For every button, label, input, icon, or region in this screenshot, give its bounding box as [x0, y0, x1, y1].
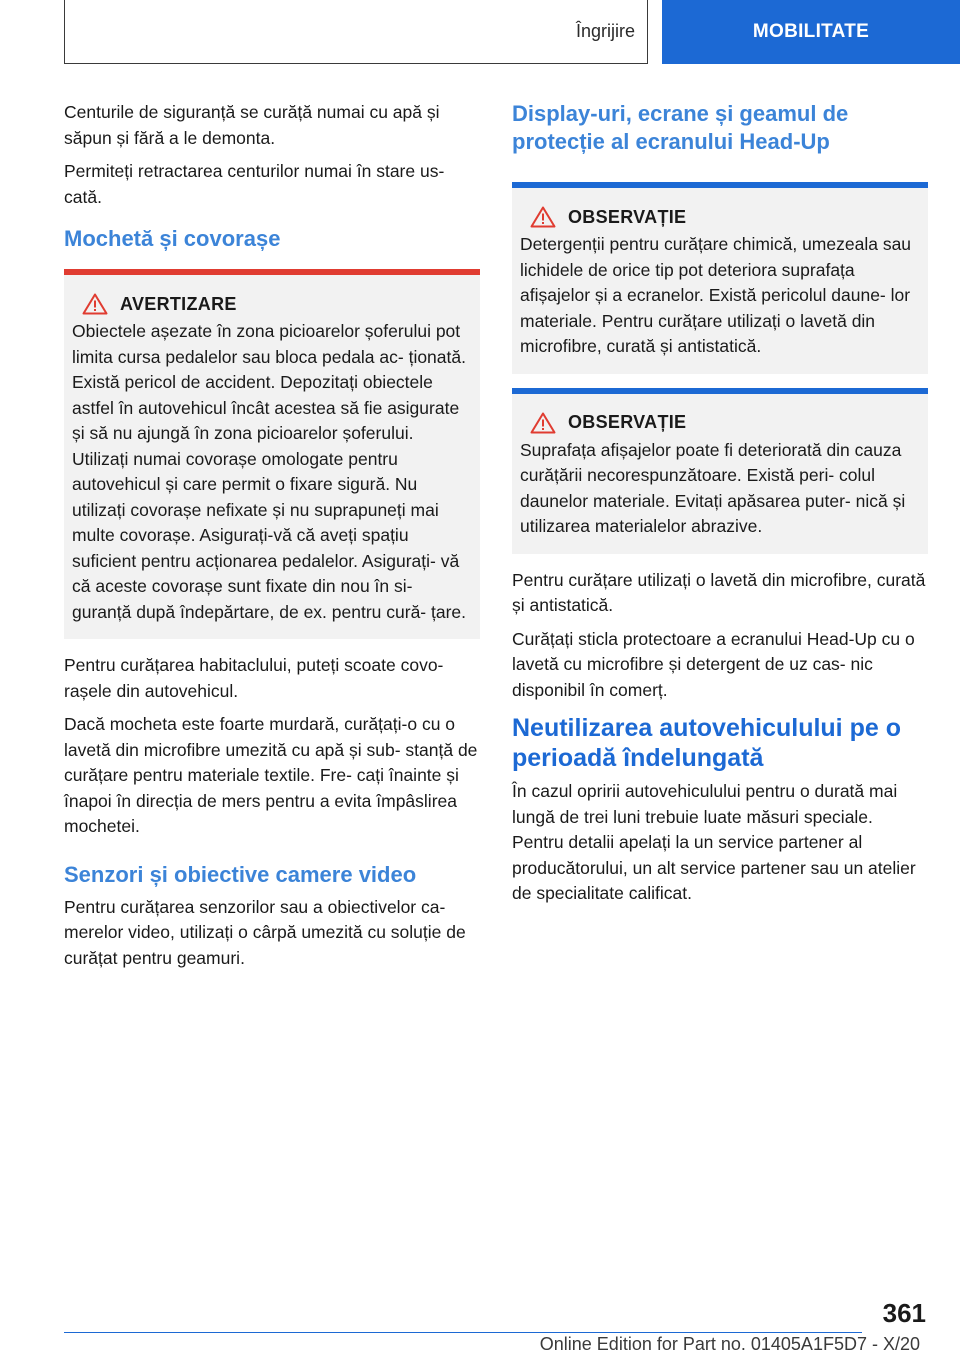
mocheta-paragraph-2: Dacă mocheta este foarte murdară, curățați-o cu o lavetă din microfibre umezită cu apă și sub‐ stanță de curățare pentru materiale textile. Fre‐ cați înainte și înapoi în direcția de mers pentru a evita împâslirea mochetei.	[64, 714, 478, 836]
warning-text: Obiectele așezate în zona picioarelor șoferului pot limita cursa pedalelor sau bloca pedala ac‐ ționată. Există pericol de accident. Depozitați obiectele astfel în autovehicul încât acestea să fie asigurate și să nu ajungă în zona picioarelor șoferului. Utilizați numai covorașe omologate pentru autovehicul și care permit o fixare sigură. Nu utilizați covorașe nefixate și nu suprapuneți mai multe covorașe. Asigurați-vă că aveți spațiu suficient pentru acționarea pedalelor. Asigurați- vă că aceste covorașe sunt fixate din nou în si‐ guranță după îndepărtare, de ex. pentru cură‐ țare.	[72, 321, 467, 622]
notice-box-2	[512, 388, 928, 554]
right-column	[512, 100, 928, 915]
warning-box	[64, 269, 480, 639]
notice-2-header	[520, 412, 920, 434]
caution-triangle-icon	[530, 206, 556, 228]
senzori-heading: Senzori și obiective camere video	[64, 861, 417, 887]
senzori-paragraph: Pentru curățarea senzorilor sau a obiectivelor ca‐ merelor video, utilizați o cârpă umezită cu soluție de curățat pentru geamuri.	[64, 896, 466, 968]
intro-paragraph-2: Permiteți retractarea centurilor numai în stare us‐ cată.	[64, 161, 445, 207]
header-chapter-tab[interactable]	[662, 0, 960, 64]
intro-paragraph-1: Centurile de siguranță se curăță numai cu apă și săpun și fără a le demonta.	[64, 102, 440, 148]
page-number: 361	[882, 1298, 926, 1328]
notice-1-header	[520, 206, 920, 228]
notice-1-text: Detergenții pentru curățare chimică, umezeala sau lichidele de orice tip pot deteriora suprafața afișajelor și a ecranelor. Există pericolul daune‐ lor materiale. Pentru curățare utilizați o lavetă din microfibre, curată și antistatică.	[520, 234, 912, 356]
notice-box-1	[512, 182, 928, 374]
chapter-title: MOBILITATE	[752, 21, 870, 42]
left-column	[64, 100, 480, 979]
display-heading: Display-uri, ecrane și geamul de protecție al ecranului Head-Up	[512, 101, 849, 154]
display-paragraph-2: Curățați sticla protectoare a ecranului Head-Up cu o lavetă cu microfibre și detergent de uz cas‐ nic disponibil în comerț.	[512, 628, 915, 700]
section-title: Îngrijire	[575, 21, 635, 41]
footer-edition: Online Edition for Part no. 01405A1F5D7 - X/20	[539, 1334, 920, 1354]
caution-triangle-icon	[530, 412, 556, 434]
mocheta-heading: Mochetă și covorașe	[64, 226, 281, 251]
warning-title: AVERTIZARE	[120, 293, 237, 314]
header-section-tab	[64, 0, 648, 64]
notice-2-title: OBSERVAȚIE	[568, 412, 687, 432]
display-paragraph-1: Pentru curățare utilizați o lavetă din microfibre, curată și antistatică.	[512, 569, 926, 615]
footer-divider	[64, 1332, 862, 1333]
mocheta-paragraph-1: Pentru curățarea habitaclului, puteți scoate covo‐ rașele din autovehicul.	[64, 655, 444, 701]
neutilizare-heading: Neutilizarea autovehiculului pe o perioadă îndelungată	[512, 714, 901, 772]
notice-1-title: OBSERVAȚIE	[568, 206, 687, 227]
warning-header	[72, 293, 472, 315]
neutilizare-paragraph: În cazul opririi autovehiculului pentru o durată mai lungă de trei luni trebuie luate măsuri speciale. Pentru detalii apelați la un service partener al producătorului, un alt service partener sau un atelier de specialitate calificat.	[512, 781, 916, 903]
warning-triangle-icon	[82, 293, 108, 315]
notice-2-text: Suprafața afișajelor poate fi deteriorată din cauza curățării necorespunzătoare. Există peri‐ colul daunelor materiale. Evitați apăsarea puter‐ nică și utilizarea materialelor abrazive.	[520, 439, 906, 536]
